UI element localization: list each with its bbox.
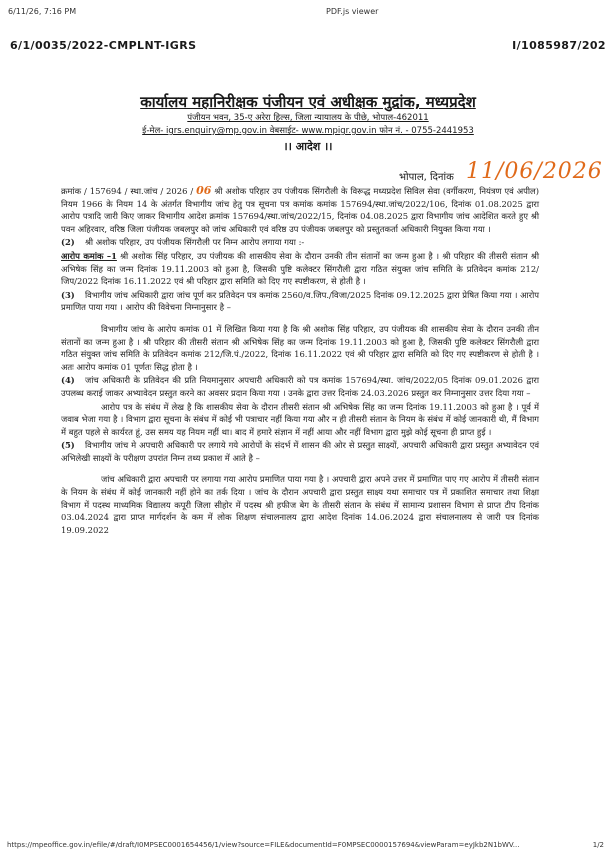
paragraph-4 bbox=[61, 374, 539, 399]
paragraph-2-text: श्री अशोक परिहार, उप पंजीयक सिंगरौली पर निम्न आरोप लगाया गया :- bbox=[85, 237, 305, 248]
charge-1-heading: आरोप कमांक –1 bbox=[61, 250, 117, 261]
order-reference: क्रमांक / 157694 / स्था.जांच / 2026 / bbox=[61, 186, 194, 196]
letterhead bbox=[0, 92, 616, 154]
order-body bbox=[61, 185, 539, 537]
file-reference: 6/1/0035/2022-CMPLNT-IGRS bbox=[10, 39, 197, 52]
paragraph-2-number: (2) bbox=[61, 237, 75, 248]
paragraph-5-findings: जांच अधिकारी द्वारा अपचारी पर लगाया गया आरोप प्रमाणित पाया गया है । अपचारी द्वारा अपने उत्तर में प्रमाणित पाए गए आरोप में तीसरी संतान के नियम के संबंध में कोई जानकारी नहीं होने का तर्क दिया । जांच के दौरान अपचारी द्वारा प्रस्तुत साक्ष्य यथा समाचार पत्र में प्रकाशित समाचार तथा शिक्षा विभाग में पदस्थ माध्यमिक विद्यालय कपूरी जिला सीहोर में पदस्थ श्री हफीज बेग के तीसरी संतान के संबंध में सामान्य प्रशासन विभाग से प्राप्त टीप दिनांक 03.04.2024 द्वारा प्राप्त मार्गदर्शन के कम में लोक शिक्षण संचालनालय द्वारा आदेश दिनांक 14.06.2024 द्वारा संचालनालय से जारी पत्र दिनांक 19.09.2022 bbox=[61, 474, 539, 535]
viewer-title: PDF.js viewer bbox=[326, 7, 379, 16]
browser-timestamp: 6/11/26, 7:16 PM bbox=[8, 7, 77, 16]
paragraph-5-text: विभागीय जांच मे अपचारी अधिकारी पर लगाये गये आरोपों के संदर्भ में शासन की ओर से प्रस्तुत साक्ष्यों, अपचारी अधिकारी द्वारा प्रस्तुत अभ्यावेदन एवं अभिलेखी साक्ष्यों के परीक्षण उपरांत निम्न तथ्य प्रकाश में आते है – bbox=[61, 440, 539, 463]
paragraph-5 bbox=[61, 439, 539, 464]
order-heading: ।। आदेश ।। bbox=[283, 140, 333, 153]
paragraph-1-text: श्री अशोक परिहार उप पंजीयक सिंगरौली के विरूद्ध मध्यप्रदेश सिविल सेवा (वर्गीकरण, नियंत्रण एवं अपील) नियम 1966 के नियम 14 के अंतर्गत विभागीय जांच हेतु पत्र सूचना पत्र कमांक कमांक 157694/स्था.जांच/2022/106, दिनांक 01.08.2025 द्वारा आरोप पत्रादि जारी किए जाकर विभागीय आदेश क्रमांक 157694/स्था.जांच/2022/15, दिनांक 04.08.2025 द्वारा विभागीय जांच आदेशित करते हुए श्री पवन अहिरवार, वरिष्ठ जिला पंजीयक जबलपुर को जांच अधिकारी एवं वरिष्ठ उप पंजीयक जबलपुर को प्रस्तुतकर्ता अधिकारी नियुक्त किया गया । bbox=[61, 186, 539, 234]
place-date-label: भोपाल, दिनांक bbox=[399, 172, 454, 183]
paragraph-3-number: (3) bbox=[61, 289, 75, 300]
paragraph-3 bbox=[61, 289, 539, 314]
page-indicator: 1/2 bbox=[592, 841, 604, 849]
handwritten-order-number: 06 bbox=[196, 184, 212, 197]
page-url: https://mpeoffice.gov.in/efile/#/draft/I0MPSEC0001654456/1/view?source=FILE&documentId=F0MPSEC0000157694&viewParam=eyJkb2N1bWV... bbox=[7, 841, 520, 849]
inward-reference: I/1085987/202 bbox=[512, 39, 606, 52]
paragraph-2 bbox=[61, 236, 539, 249]
office-contact: ई-मेल- igrs.enquiry@mp.gov.in वेबसाईट- www.mpigr.gov.in फोन नं. - 0755-2441953 bbox=[142, 126, 474, 136]
paragraph-4-text: जांच अधिकारी के प्रतिवेदन की प्रति नियमानुसार अपचारी अधिकारी को पत्र कमांक 157694/स्था. जांच/2022/05 दिनांक 09.01.2026 द्वारा उपलब्ध कराई जाकर अभ्यावेदन प्रस्तुत करने का अवसर प्रदान किया गया । उनके द्वारा उत्तर दिनांक 24.03.2026 प्रस्तुत कर निम्नानुसार उत्तर दिया गया – bbox=[61, 375, 539, 398]
office-title: कार्यालय महानिरीक्षक पंजीयन एवं अधीक्षक मुद्रांक, मध्यप्रदेश bbox=[140, 93, 476, 111]
handwritten-date: 11/06/2026 bbox=[466, 159, 603, 184]
paragraph-4-reply: आरोप पत्र के संबंध में लेख है कि शासकीय सेवा के दौरान तीसरी संतान श्री अभिषेक सिंह का जन्म दिनांक 19.11.2003 को हुआ है । पूर्व में जवाब भेजा गया है । विभाग द्वारा सूचना के संबंध में कोई भी पत्राचार नहीं किया गया और न ही तीसरी संतान के नियम के संबंध में कोई जानकारी थी, मैं विभाग में बहुत पहले से कार्यरत हूं, उस समय यह नियम नहीं था। बाद में हमारे संज्ञान में नहीं आया और नहीं विभाग द्वारा मुझे कोई सूचना ही प्राप्त हुई । bbox=[61, 401, 539, 437]
paragraph-3-text: विभागीय जांच अधिकारी द्वारा जांच पूर्ण कर प्रतिवेदन पत्र कमांक 2560/व.जिप./विजा/2025 दिनांक 09.12.2025 द्वारा प्रेषित किया गया । आरोप प्रमाणित पाया गया । आरोप की विवेचना निम्नानुसार है – bbox=[61, 289, 539, 313]
paragraph-1 bbox=[61, 185, 539, 235]
paragraph-3-analysis: विभागीय जांच के आरोप कमांक 01 में लिखित किया गया है कि श्री अशोक सिंह परिहार, उप पंजीयक की शासकीय सेवा के दौरान उनकी तीन संतानों का जन्म हुआ है । श्री परिहार की तीसरी संतान श्री अभिषेक सिंह का जन्म दिनांक 19.11.2003 को हुआ है, जिसकी पुष्टि कलेक्टर सिंगरौली द्वारा गठित संयुक्त जांच समिति के प्रतिवेदन कमांक 212/जि.पं./2022, दिनांक 16.11.2022 एवं श्री परिहार द्वारा समिति को दिए गए स्पष्टीकरण से होती है । अतः आरोप कमांक 01 पूर्णतः सिद्ध होता है । bbox=[61, 323, 539, 372]
paragraph-5-number: (5) bbox=[61, 440, 75, 451]
charge-1-text: श्री अशोक सिंह परिहार, उप पंजीयक की शासकीय सेवा के दौरान उनकी तीन संतानों का जन्म हुआ है । श्री परिहार की तीसरी संतान श्री अभिषेक सिंह का जन्म दिनांक 19.11.2003 को हुआ है, जिसकी पुष्टि कलेक्टर सिंगरौली द्वारा गठित संयुक्त जांच समिति के प्रतिवेदन कमांक 212/जिप/2022 दिनांक 16.11.2022 एवं श्री परिहार द्वारा समिति को दिए गए स्पष्टीकरण, से होती है । bbox=[61, 250, 539, 287]
charge-1 bbox=[61, 250, 539, 288]
paragraph-4-number: (4) bbox=[61, 375, 75, 386]
office-address: पंजीयन भवन, 35-ए अरेरा हिल्स, जिला न्यायालय के पीछे, भोपाल-462011 bbox=[187, 113, 429, 123]
